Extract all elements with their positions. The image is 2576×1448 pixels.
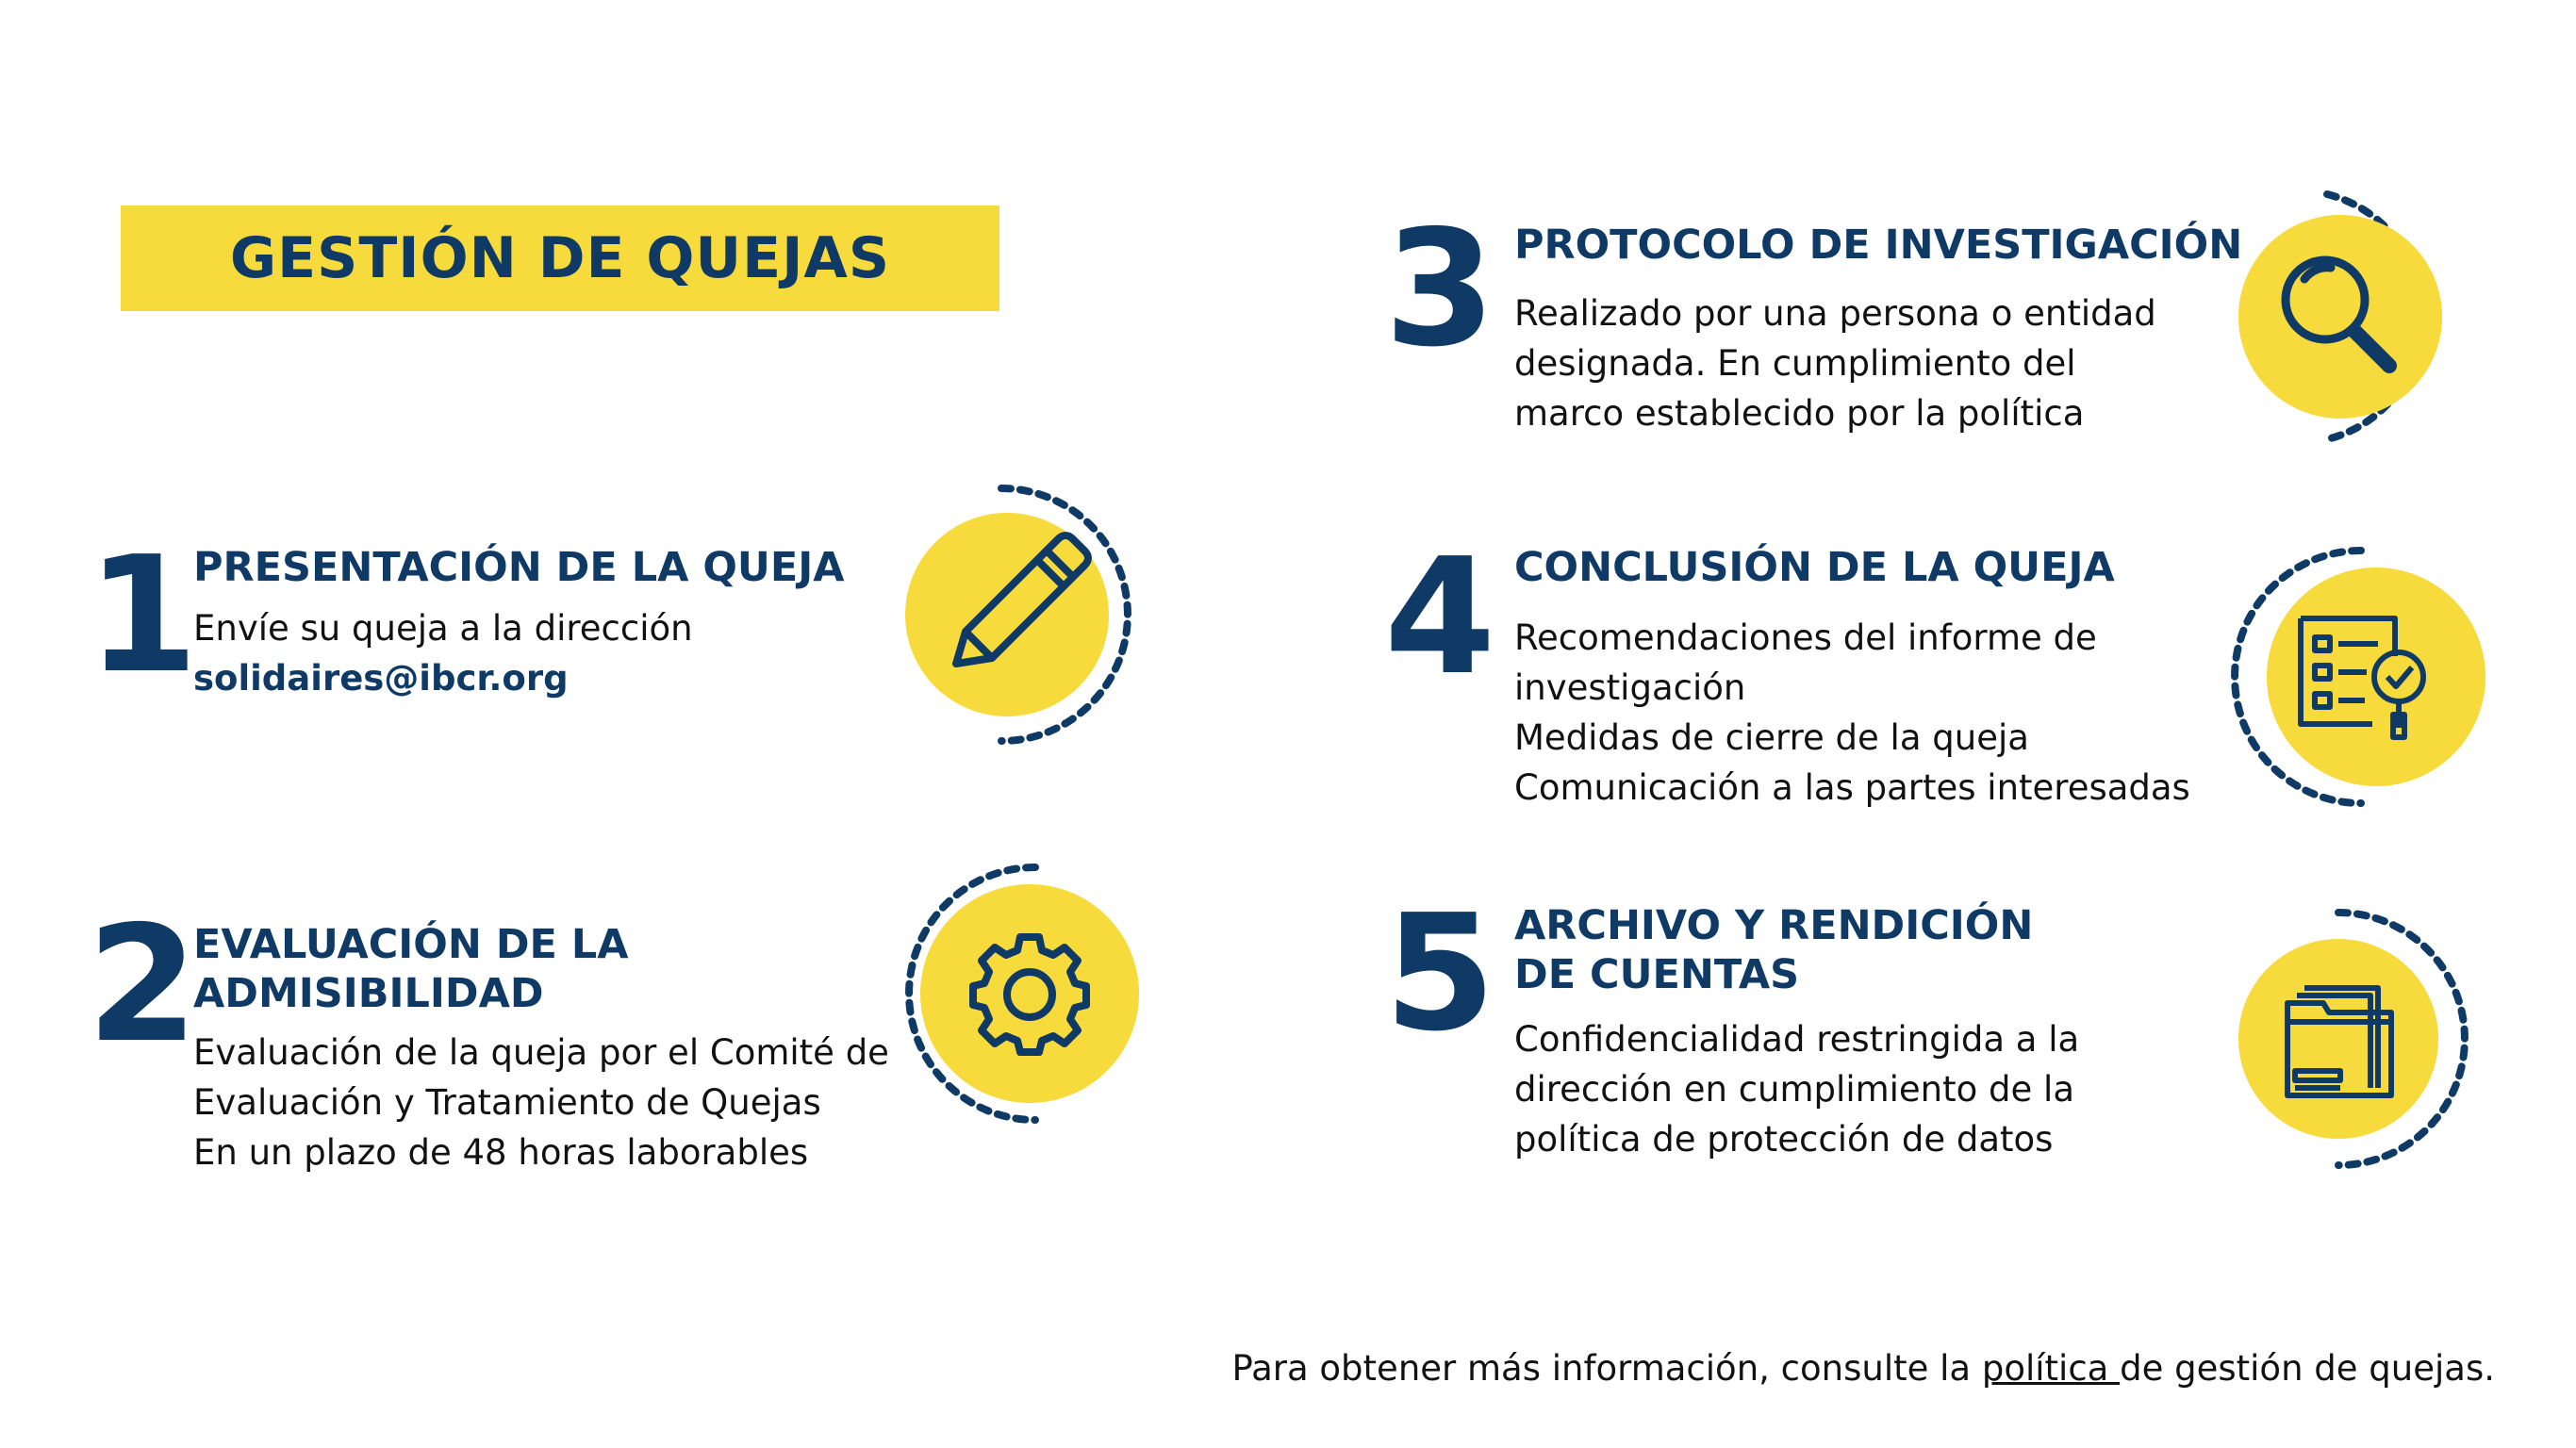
- title-banner: [121, 206, 999, 311]
- step-3-body: [1514, 288, 2156, 438]
- step-5-body-line: dirección en cumplimiento de la: [1514, 1069, 2075, 1110]
- page-title: GESTIÓN DE QUEJAS: [229, 225, 891, 291]
- magnifier-icon: [2218, 175, 2501, 458]
- step-2-heading-line: EVALUACIÓN DE LA: [193, 921, 629, 968]
- step-2-number: 2: [87, 892, 199, 1078]
- step-2-body-line: En un plazo de 48 horas laborables: [193, 1132, 809, 1173]
- step-3-body-line: marco establecido por la política: [1514, 393, 2085, 434]
- step-2-body-line: Evaluación de la queja por el Comité de: [193, 1032, 889, 1073]
- step-4-body-line: Recomendaciones del informe de: [1514, 617, 2097, 658]
- step-4-body-line: Medidas de cierre de la queja: [1514, 717, 2029, 758]
- step-5-body-line: política de protección de datos: [1514, 1119, 2054, 1160]
- step-4-body-line: Comunicación a las partes interesadas: [1514, 767, 2190, 808]
- gear-icon: [903, 852, 1186, 1135]
- folder-icon: [2218, 897, 2501, 1180]
- step-2-heading: [193, 920, 629, 1018]
- step-4-number: 4: [1384, 524, 1496, 711]
- email-link[interactable]: solidaires@ibcr.org: [193, 658, 569, 699]
- step-3-number: 3: [1384, 196, 1496, 383]
- checklist-icon: [2225, 535, 2508, 818]
- step-4-heading-line: CONCLUSIÓN DE LA QUEJA: [1514, 544, 2115, 591]
- step-5-heading-line: DE CUENTAS: [1514, 951, 1800, 998]
- footer-text-end: de gestión de quejas.: [2120, 1348, 2495, 1389]
- step-5-body: [1514, 1014, 2079, 1164]
- pencil-icon: [896, 473, 1179, 756]
- step-1-body-line: Envíe su queja a la dirección: [193, 608, 693, 649]
- step-1-body: [193, 603, 693, 703]
- step-3-heading: [1514, 221, 2242, 270]
- step-1-heading-line: PRESENTACIÓN DE LA QUEJA: [193, 544, 845, 591]
- step-1-heading: [193, 543, 844, 592]
- step-2-heading-line: ADMISIBILIDAD: [193, 970, 544, 1017]
- step-2-body-line: Evaluación y Tratamiento de Quejas: [193, 1082, 821, 1123]
- step-4-body: [1514, 613, 2190, 813]
- step-3-body-line: Realizado por una persona o entidad: [1514, 293, 2156, 334]
- footer-text: Para obtener más información, consulte la: [1231, 1348, 1982, 1389]
- step-5-body-line: Confidencialidad restringida a la: [1514, 1019, 2080, 1060]
- step-4-heading: [1514, 543, 2115, 592]
- step-2-body: [193, 1028, 889, 1177]
- footer-note: [1231, 1348, 2495, 1389]
- step-5-number: 5: [1384, 880, 1496, 1067]
- step-4-body-line: investigación: [1514, 667, 1746, 708]
- step-1-number: 1: [87, 522, 199, 709]
- step-3-heading-line: PROTOCOLO DE INVESTIGACIÓN: [1514, 222, 2243, 269]
- policy-link[interactable]: política: [1981, 1348, 2121, 1389]
- step-3-body-line: designada. En cumplimiento del: [1514, 343, 2076, 384]
- step-5-heading-line: ARCHIVO Y RENDICIÓN: [1514, 902, 2034, 949]
- step-5-heading: [1514, 901, 2033, 999]
